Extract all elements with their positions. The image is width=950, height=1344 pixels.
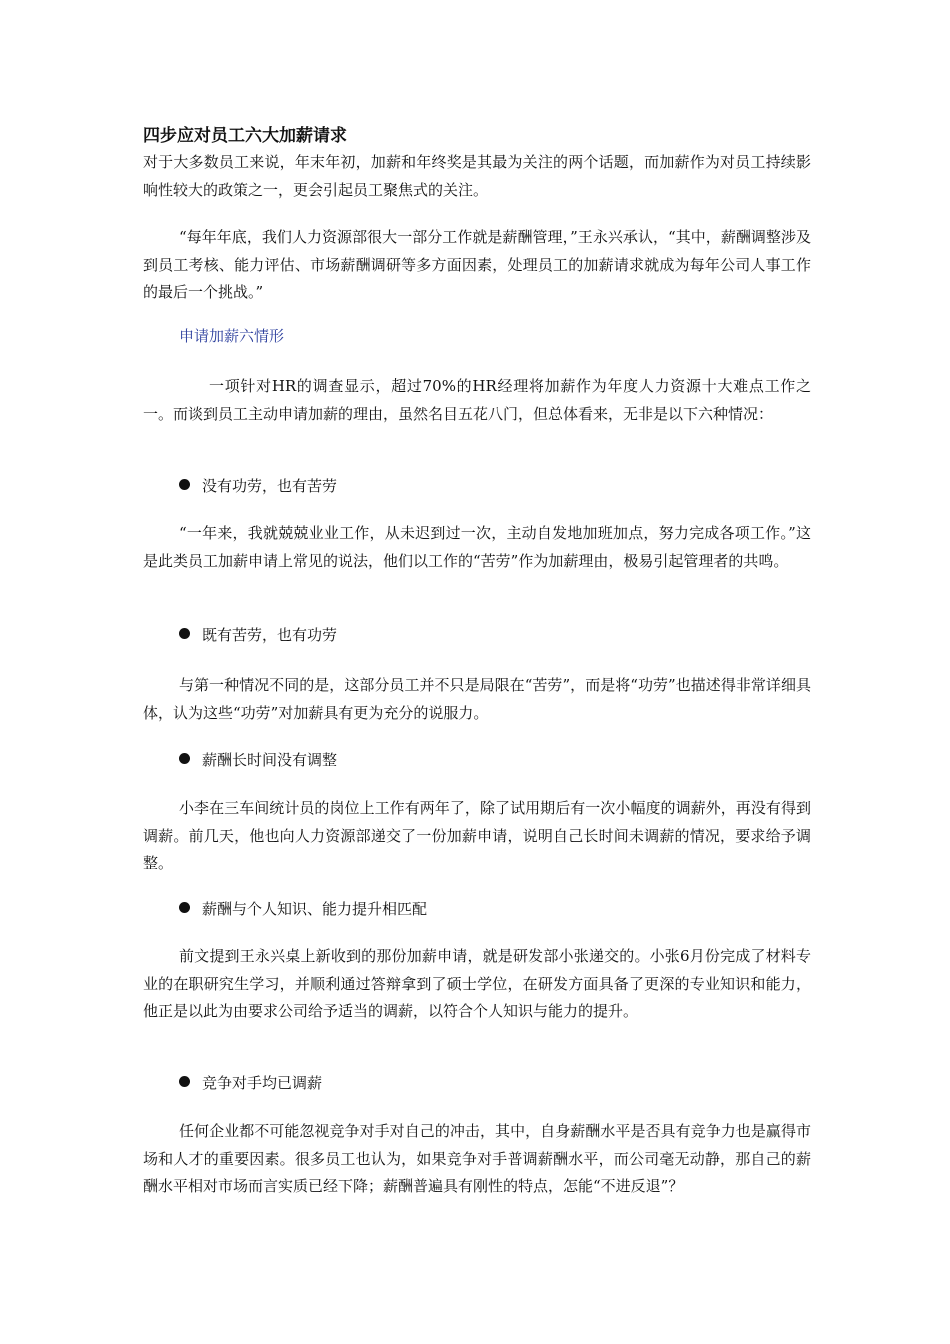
bullet-heading-text: 没有功劳，也有苦劳	[202, 477, 338, 495]
bullet-dot-icon	[179, 1076, 190, 1087]
quote-paragraph: “每年年底，我们人力资源部很大一部分工作就是薪酬管理，”王永兴承认，“其中，薪酬调整涉及到员工考核、能力评估、市场薪酬调研等多方面因素，处理员工的加薪请求就成为每年公司人事工作的最后一个挑战。”	[143, 228, 811, 301]
bullet-heading	[179, 748, 337, 772]
bullet-dot-icon	[179, 753, 190, 764]
bullet-heading-text: 既有苦劳，也有功劳	[202, 626, 338, 644]
item-paragraph: 小李在三车间统计员的岗位上工作有两年了，除了试用期后有一次小幅度的调薪外，再没有得到调薪。前几天，他也向人力资源部递交了一份加薪申请，说明自己长时间未调薪的情况，要求给予调整。	[143, 799, 811, 872]
article-title: 四步应对员工六大加薪请求	[143, 126, 347, 146]
bullet-dot-icon	[179, 479, 190, 490]
section-heading: 申请加薪六情形	[179, 327, 285, 345]
item-paragraph: 与第一种情况不同的是，这部分员工并不只是局限在“苦劳”，而是将“功劳”也描述得非常详细具体，认为这些“功劳”对加薪具有更为充分的说服力。	[143, 676, 811, 722]
bullet-heading	[179, 1071, 322, 1095]
bullet-heading	[179, 897, 427, 921]
item-paragraph: 前文提到王永兴桌上新收到的那份加薪申请，就是研发部小张递交的。小张6月份完成了材料专业的在职研究生学习，并顺利通过答辩拿到了硕士学位，在研发方面具备了更深的专业知识和能力，他正是以此为由要求公司给予适当的调薪，以符合个人知识与能力的提升。	[143, 947, 811, 1020]
bullet-heading-text: 薪酬与个人知识、能力提升相匹配	[202, 900, 428, 918]
bullet-dot-icon	[179, 628, 190, 639]
item-paragraph: 任何企业都不可能忽视竞争对手对自己的冲击，其中，自身薪酬水平是否具有竞争力也是赢得市场和人才的重要因素。很多员工也认为，如果竞争对手普调薪酬水平，而公司毫无动静，那自己的薪酬水平相对市场而言实质已经下降；薪酬普遍具有刚性的特点，怎能“不进反退”？	[143, 1122, 811, 1195]
item-paragraph: “一年来，我就兢兢业业工作，从未迟到过一次，主动自发地加班加点，努力完成各项工作。”这是此类员工加薪申请上常见的说法，他们以工作的“苦劳”作为加薪理由，极易引起管理者的共鸣。	[143, 524, 811, 570]
bullet-heading-text: 竞争对手均已调薪	[202, 1074, 323, 1092]
bullet-heading-text: 薪酬长时间没有调整	[202, 751, 338, 769]
section-intro-paragraph: 一项针对HR的调查显示，超过70%的HR经理将加薪作为年度人力资源十大难点工作之一。而谈到员工主动申请加薪的理由，虽然名目五花八门，但总体看来，无非是以下六种情况：	[143, 377, 811, 423]
bullet-heading	[179, 474, 337, 498]
intro-paragraph: 对于大多数员工来说，年末年初，加薪和年终奖是其最为关注的两个话题，而加薪作为对员工持续影响性较大的政策之一，更会引起员工聚焦式的关注。	[143, 153, 811, 199]
bullet-heading	[179, 623, 337, 647]
bullet-dot-icon	[179, 902, 190, 913]
